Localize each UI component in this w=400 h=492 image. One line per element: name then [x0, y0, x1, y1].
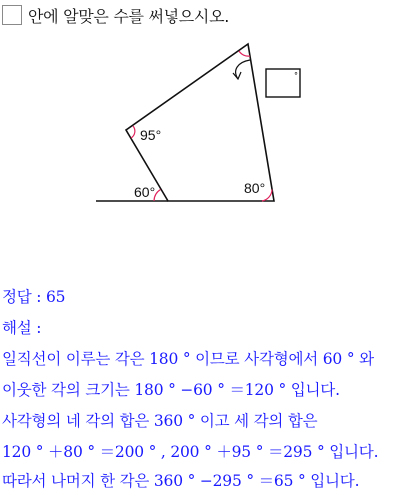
question-text: 안에 알맞은 수를 써넣으시오.	[28, 6, 230, 26]
solution-line-4: 120 ° ＋80 ° ＝200 ° , 200 ° ＋95 ° ＝295 ° 입니다.	[2, 443, 379, 461]
solution-line-5: 따라서 나머지 한 각은 360 ° −295 ° ＝65 ° 입니다.	[2, 472, 360, 490]
pointer-arrow	[236, 60, 250, 79]
solution-line-3: 사각형의 네 각의 합은 360 ° 이고 세 각의 합은	[2, 412, 318, 430]
angle-arc-95	[131, 126, 135, 138]
solution-line-1: 일직선이 이루는 각은 180 ° 이므로 사각형에서 60 ° 와	[2, 350, 374, 368]
angle-label-60: 60°	[134, 184, 156, 200]
pointer-arrowhead-icon	[233, 72, 241, 79]
solution-heading: 해설 :	[2, 319, 42, 337]
angle-arc-unknown	[239, 51, 250, 56]
unknown-degree-sign: °	[294, 71, 298, 80]
angle-label-95: 95°	[140, 127, 162, 143]
angle-label-80: 80°	[244, 180, 266, 196]
quadrilateral-figure	[0, 0, 400, 220]
solution-line-2: 이웃한 각의 크기는 180 ° −60 ° ＝120 ° 입니다.	[2, 381, 340, 399]
quadrilateral-shape	[126, 44, 274, 201]
answer-line: 정답 : 65	[2, 288, 66, 306]
